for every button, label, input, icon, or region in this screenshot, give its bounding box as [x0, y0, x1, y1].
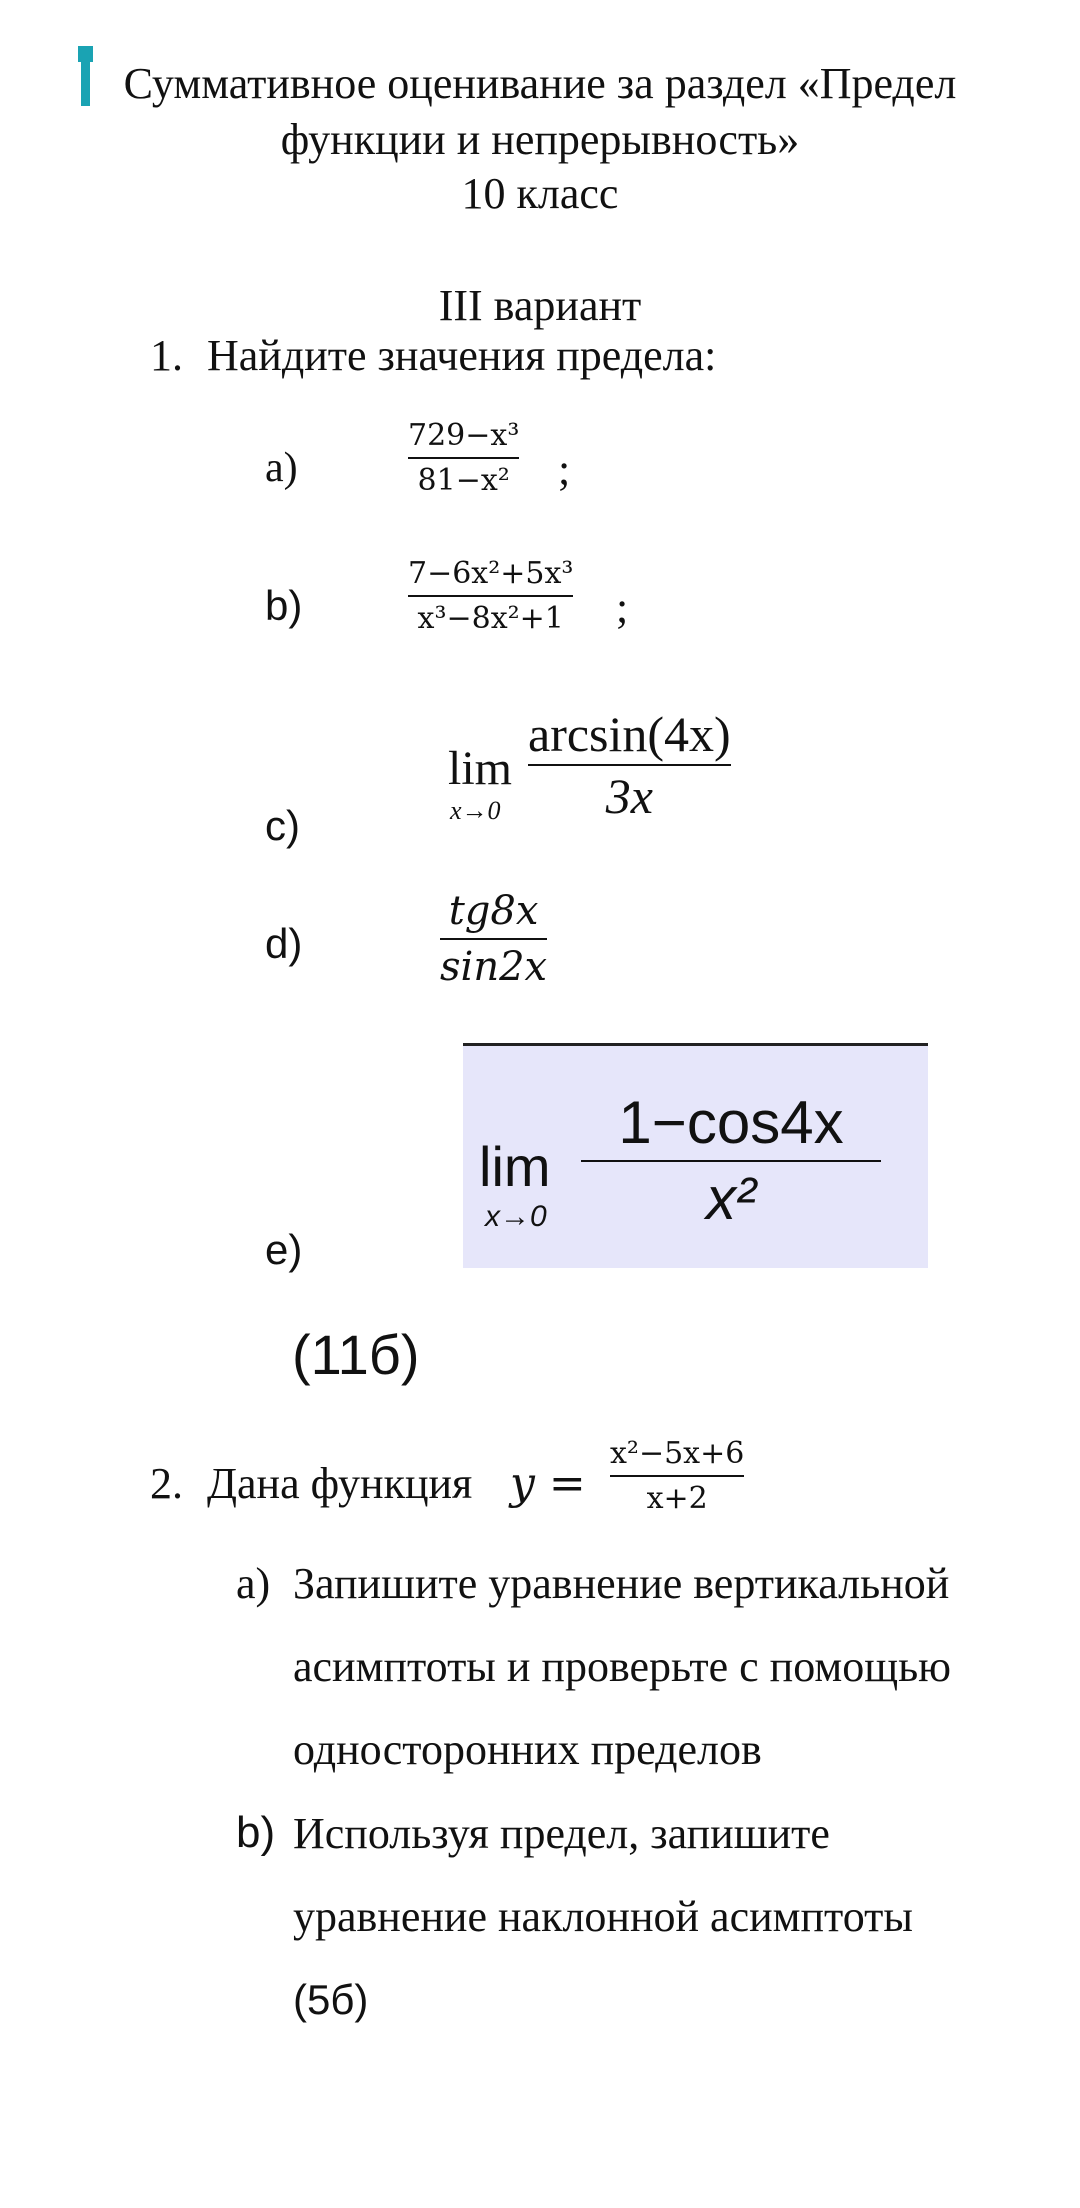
task2-b-line1: Используя предел, запишите	[293, 1809, 830, 1858]
task1-a-fraction	[408, 418, 519, 498]
task1-a-denominator: 81−x²	[417, 463, 510, 498]
task2-prompt: Дана функция	[207, 1459, 473, 1508]
task1-c-denominator: 3x	[605, 768, 653, 824]
task1-a-numerator: 729−x³	[408, 418, 520, 453]
task2-denominator: x+2	[646, 1481, 708, 1516]
task2-numerator: x²−5x+6	[610, 1436, 745, 1471]
title-line-1: Суммативное оценивание за раздел «Предел	[123, 59, 957, 108]
task2-a-line2: асимптоты и проверьте с помощью	[293, 1642, 952, 1691]
task1-b-denominator: x³−8x²+1	[417, 601, 564, 636]
task1-number: 1.	[150, 331, 183, 380]
task1-c-lim-sub: x→0	[450, 796, 501, 825]
task1-prompt: Найдите значения предела:	[207, 331, 717, 380]
variant-line: III вариант	[438, 281, 642, 330]
task2-number: 2.	[150, 1459, 183, 1508]
task2-b-line2: уравнение наклонной асимптоты	[293, 1892, 913, 1941]
task1-d-label: d)	[265, 920, 303, 967]
task2-fraction	[610, 1436, 744, 1516]
task1-d-fraction	[440, 888, 547, 990]
task1-d-denominator: sin2x	[440, 944, 548, 990]
task1-c-label: c)	[265, 802, 300, 849]
task1-c-numerator: arcsin(4x)	[528, 706, 731, 762]
task1-c-lim: lim	[448, 742, 513, 795]
task1-points: (11б)	[292, 1323, 420, 1386]
task1-e-lim: lim	[479, 1135, 551, 1198]
task1-b-fraction	[408, 556, 573, 636]
task1-e-lim-sub: x→0	[485, 1200, 547, 1233]
task2-b-label: b)	[236, 1808, 276, 1857]
task2-a-line1: Запишите уравнение вертикальной	[293, 1559, 950, 1608]
task1-e-denominator: x²	[706, 1165, 756, 1232]
grade-line: 10 класс	[461, 169, 619, 218]
task1-e-formula-image	[463, 1043, 928, 1268]
task1-b-semicolon: ;	[616, 583, 629, 632]
task1-e-fraction	[581, 1090, 881, 1232]
task1-b-label: b)	[265, 582, 303, 629]
task2-a-line3: односторонних пределов	[293, 1725, 762, 1774]
task1-a-semicolon: ;	[558, 445, 571, 494]
task1-b-numerator: 7−6x²+5x³	[408, 556, 574, 591]
task1-e-label: e)	[265, 1226, 303, 1273]
task2-a-label: a)	[236, 1559, 271, 1608]
task1-d-numerator: tg8x	[448, 888, 539, 934]
task2-points: (5б)	[293, 1976, 369, 2023]
task1-c-fraction	[528, 706, 731, 824]
task1-a-label: a)	[265, 445, 298, 491]
title-line-2: функции и непрерывность»	[280, 115, 800, 164]
task2-func-lhs: y =	[510, 1458, 586, 1509]
task1-e-numerator: 1−cos4x	[618, 1089, 844, 1156]
